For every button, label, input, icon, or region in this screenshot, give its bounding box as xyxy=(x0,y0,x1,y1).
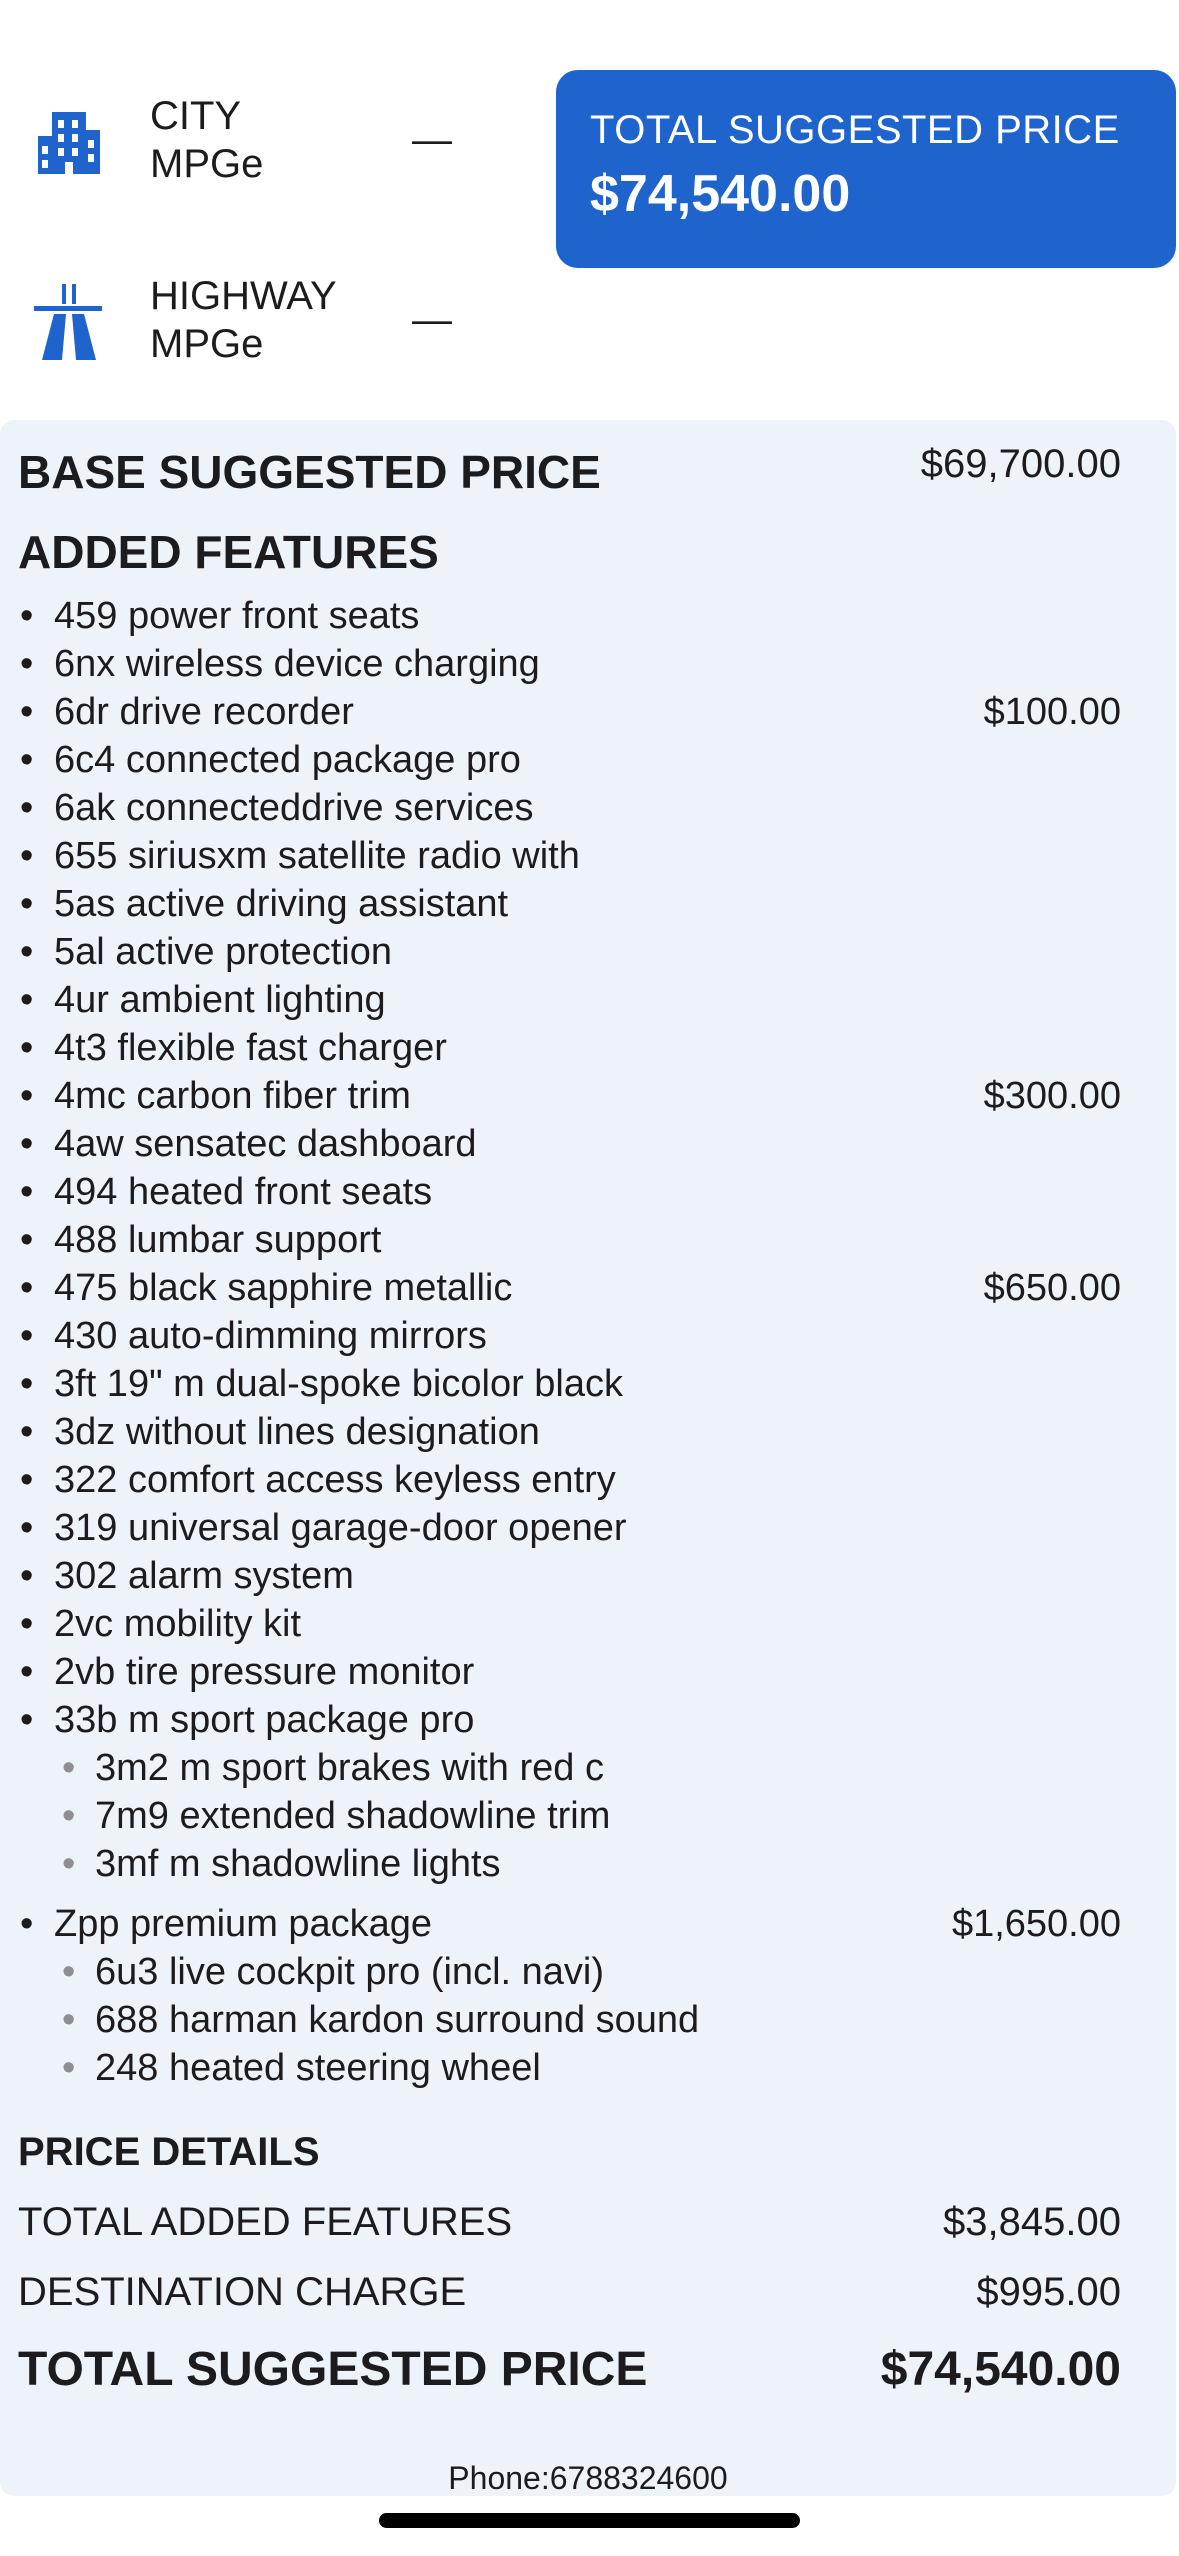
added-features-heading: ADDED FEATURES xyxy=(18,526,439,578)
phone-number-link[interactable]: Phone:6788324600 xyxy=(448,2460,728,2496)
city-mpg-value: — xyxy=(412,118,452,162)
price-details-panel xyxy=(0,420,1176,2496)
destination-charge-value: $995.00 xyxy=(976,2270,1121,2314)
sub-list-item: • 3m2 m sport brakes with red c xyxy=(62,1747,604,1789)
home-indicator[interactable] xyxy=(379,2513,800,2528)
total-added-features-row xyxy=(18,2196,1121,2248)
total-card-label: TOTAL SUGGESTED PRICE xyxy=(590,108,1120,152)
highway-mpg-row xyxy=(0,272,520,382)
base-price-value: $69,700.00 xyxy=(920,442,1121,486)
added-features-list xyxy=(0,592,1176,2092)
list-item: • 302 alarm system xyxy=(20,1555,354,1597)
list-item: • 430 auto-dimming mirrors xyxy=(20,1315,487,1357)
highway-mpg-label-line2: MPGe xyxy=(150,322,264,366)
list-item: • 33b m sport package pro xyxy=(20,1699,475,1741)
list-item: • 319 universal garage-door opener xyxy=(20,1507,627,1549)
list-item: • 494 heated front seats xyxy=(20,1171,433,1213)
list-item: • 4ur ambient lighting xyxy=(20,979,386,1021)
list-item: • 4mc carbon fiber trim $300.00 xyxy=(20,1075,1121,1117)
city-mpg-label-line1: CITY xyxy=(150,94,242,138)
highway-road-icon xyxy=(32,282,104,362)
list-item: • 488 lumbar support xyxy=(20,1219,382,1261)
sub-list-item: • 688 harman kardon surround sound xyxy=(62,1999,700,2041)
list-item: • 5as active driving assistant xyxy=(20,883,509,925)
total-card-value: $74,540.00 xyxy=(590,165,851,223)
list-item: • 6c4 connected package pro xyxy=(20,739,521,781)
city-buildings-icon xyxy=(32,102,104,182)
list-item: • 322 comfort access keyless entry xyxy=(20,1459,616,1501)
list-item: • 3dz without lines designation xyxy=(20,1411,540,1453)
list-item: • 655 siriusxm satellite radio with xyxy=(20,835,580,877)
list-item: • 2vc mobility kit xyxy=(20,1603,302,1645)
destination-charge-label: DESTINATION CHARGE xyxy=(18,2270,467,2314)
city-mpg-label-line2: MPGe xyxy=(150,142,264,186)
list-item: • 4t3 flexible fast charger xyxy=(20,1027,447,1069)
total-suggested-price-label: TOTAL SUGGESTED PRICE xyxy=(18,2343,648,2396)
total-suggested-price-row xyxy=(18,2338,1121,2402)
highway-mpg-label xyxy=(150,272,337,368)
base-price-label: BASE SUGGESTED PRICE xyxy=(18,446,601,498)
list-item: • 459 power front seats xyxy=(20,595,420,637)
list-item: • 6nx wireless device charging xyxy=(20,643,540,685)
sub-list-item: • 7m9 extended shadowline trim xyxy=(62,1795,611,1837)
highway-mpg-value: — xyxy=(412,298,452,342)
city-mpg-row xyxy=(0,92,520,202)
destination-charge-row xyxy=(18,2266,1121,2318)
sub-list-item: • 6u3 live cockpit pro (incl. navi) xyxy=(62,1951,604,1993)
list-item: • 5al active protection xyxy=(20,931,392,973)
list-item: • 3ft 19" m dual-spoke bicolor black xyxy=(20,1363,623,1405)
highway-mpg-label-line1: HIGHWAY xyxy=(150,274,337,318)
sub-list-item: • 3mf m shadowline lights xyxy=(62,1843,501,1885)
sub-list-item: • 248 heated steering wheel xyxy=(62,2047,541,2089)
list-item: • 6ak connecteddrive services xyxy=(20,787,534,829)
city-mpg-label xyxy=(150,92,263,188)
total-suggested-price-value: $74,540.00 xyxy=(880,2343,1121,2396)
price-details-heading: PRICE DETAILS xyxy=(18,2130,320,2174)
mpg-and-total-header xyxy=(0,0,1179,418)
list-item: • 475 black sapphire metallic $650.00 xyxy=(20,1267,1121,1309)
list-item: • 2vb tire pressure monitor xyxy=(20,1651,475,1693)
list-item: • 4aw sensatec dashboard xyxy=(20,1123,477,1165)
total-added-features-value: $3,845.00 xyxy=(943,2200,1121,2244)
list-item: • 6dr drive recorder $100.00 xyxy=(20,691,1121,733)
list-item: • Zpp premium package $1,650.00 xyxy=(20,1903,1121,1945)
total-added-features-label: TOTAL ADDED FEATURES xyxy=(18,2200,513,2244)
total-price-card xyxy=(556,70,1176,268)
